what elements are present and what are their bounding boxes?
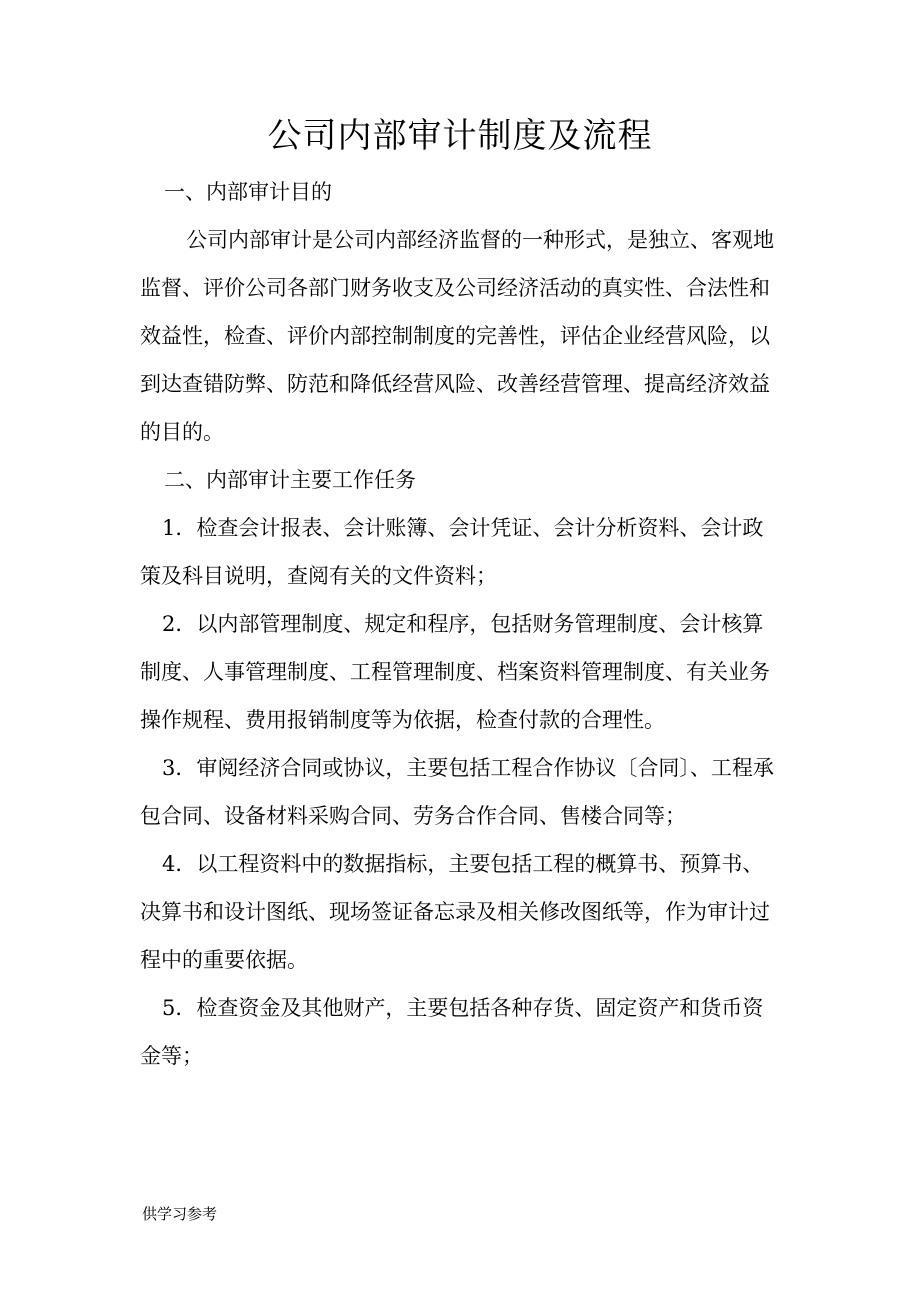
task-item-2: 2．以内部管理制度、规定和程序，包括财务管理制度、会计核算制度、人事管理制度、工程管理制度、档案资料管理制度、有关业务操作规程、费用报销制度等为依据，检查付款的合理性。 xyxy=(140,612,770,732)
task-item-1: 1．检查会计报表、会计账簿、会计凭证、会计分析资料、会计政策及科目说明，查阅有关的文件资料； xyxy=(140,516,764,588)
section-heading-tasks: 二、内部审计主要工作任务 xyxy=(164,468,416,492)
task-item-3: 3．审阅经济合同或协议，主要包括工程合作协议〔合同〕、工程承包合同、设备材料采购合同、劳务合作合同、售楼合同等； xyxy=(140,756,774,828)
task-item-5: 5．检查资金及其他财产，主要包括各种存货、固定资产和货币资金等； xyxy=(140,996,764,1068)
task-item-4: 4．以工程资料中的数据指标，主要包括工程的概算书、预算书、决算书和设计图纸、现场签证备忘录及相关修改图纸等，作为审计过程中的重要依据。 xyxy=(140,852,770,972)
section-heading-purpose: 一、内部审计目的 xyxy=(164,180,332,204)
page-footer: 供学习参考 xyxy=(142,1205,218,1223)
document-body xyxy=(140,168,780,1080)
document-title: 公司内部审计制度及流程 xyxy=(267,116,653,156)
paragraph-purpose: 公司内部审计是公司内部经济监督的一种形式，是独立、客观地监督、评价公司各部门财务收支及公司经济活动的真实性、合法性和效益性，检查、评价内部控制制度的完善性，评估企业经营风险，以到达查错防弊、防范和降低经营风险、改善经营管理、提高经济效益的目的。 xyxy=(140,228,774,444)
